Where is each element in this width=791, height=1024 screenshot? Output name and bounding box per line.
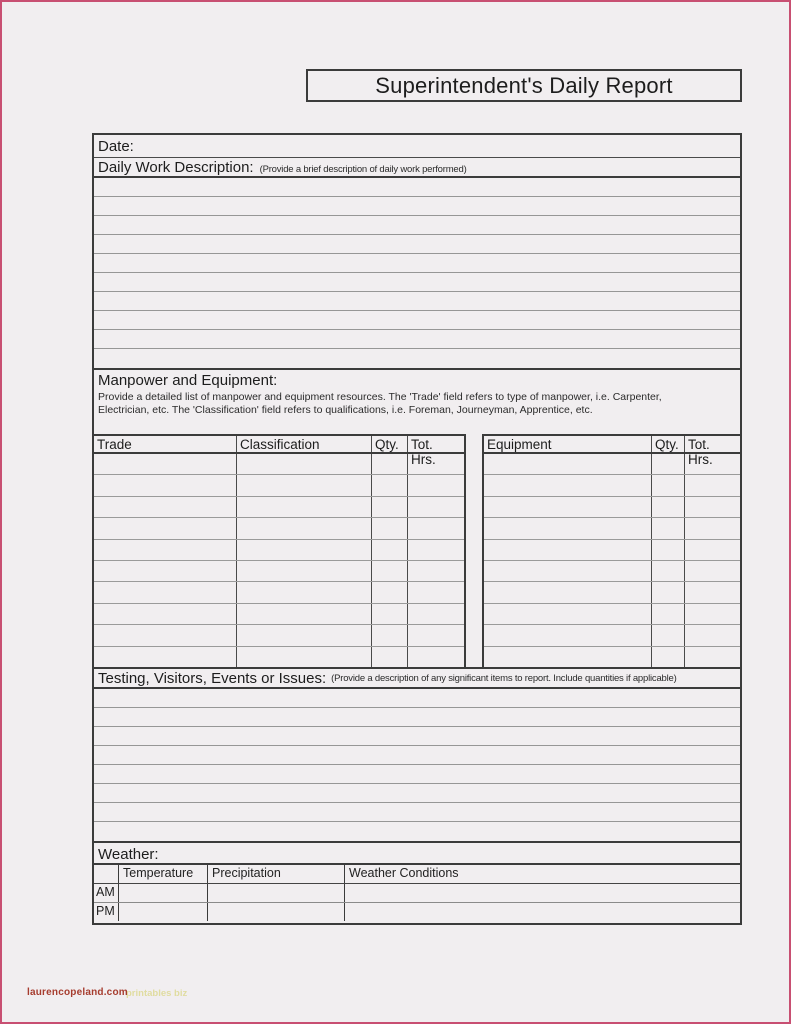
trade-table-row	[94, 518, 464, 539]
equipment-cell[interactable]	[484, 454, 652, 474]
trade-cell[interactable]	[94, 582, 237, 602]
qty-cell[interactable]	[652, 647, 685, 667]
classification-cell[interactable]	[237, 647, 372, 667]
equipment-cell[interactable]	[484, 582, 652, 602]
weather-am-row	[94, 884, 740, 903]
testing-lines	[94, 689, 740, 841]
trade-table-row	[94, 475, 464, 496]
equipment-cell[interactable]	[484, 518, 652, 538]
tot-hrs-cell[interactable]	[685, 454, 740, 474]
trade-table-row	[94, 454, 464, 475]
date-field[interactable]	[94, 135, 740, 158]
writing-line[interactable]	[94, 803, 740, 822]
trade-column-header: Trade	[94, 436, 237, 452]
qty-cell[interactable]	[652, 582, 685, 602]
precipitation-column-header: Precipitation	[208, 865, 345, 883]
trade-cell[interactable]	[94, 518, 237, 538]
qty-cell[interactable]	[372, 561, 408, 581]
manpower-label: Manpower and Equipment:	[98, 372, 278, 389]
equipment-table-row	[484, 647, 740, 667]
trade-cell[interactable]	[94, 454, 237, 474]
trade-table-row	[94, 561, 464, 582]
am-conditions-cell[interactable]	[345, 884, 740, 902]
temperature-column-header: Temperature	[119, 865, 208, 883]
tot-hrs-cell[interactable]	[408, 518, 464, 538]
tot-hrs-cell[interactable]	[685, 561, 740, 581]
classification-cell[interactable]	[237, 540, 372, 560]
qty-cell[interactable]	[652, 497, 685, 517]
qty-cell[interactable]	[652, 625, 685, 645]
tot-hrs-cell[interactable]	[408, 561, 464, 581]
writing-line[interactable]	[94, 822, 740, 841]
equipment-table-row	[484, 475, 740, 496]
qty-cell[interactable]	[652, 475, 685, 495]
tot-hrs-cell[interactable]	[408, 604, 464, 624]
writing-line[interactable]	[94, 197, 740, 216]
date-label: Date:	[98, 138, 134, 155]
trade-cell[interactable]	[94, 647, 237, 667]
weather-corner-cell	[94, 865, 119, 883]
trade-table-row	[94, 604, 464, 625]
qty-cell[interactable]	[372, 540, 408, 560]
trade-table-row	[94, 497, 464, 518]
tot-hrs-column-header: Tot. Hrs.	[688, 437, 713, 467]
equipment-cell[interactable]	[484, 647, 652, 667]
tot-hrs-cell[interactable]	[685, 647, 740, 667]
testing-label: Testing, Visitors, Events or Issues:	[98, 669, 327, 687]
report-title-box	[306, 69, 742, 102]
weather-label: Weather:	[98, 846, 159, 863]
daily-work-description-header	[94, 158, 740, 178]
writing-line[interactable]	[94, 311, 740, 330]
tot-hrs-cell[interactable]	[685, 518, 740, 538]
classification-column-header: Classification	[237, 436, 372, 452]
writing-line[interactable]	[94, 330, 740, 349]
classification-cell[interactable]	[237, 582, 372, 602]
tot-hrs-cell[interactable]	[685, 497, 740, 517]
daily-report-form	[92, 133, 742, 925]
qty-cell[interactable]	[372, 497, 408, 517]
pm-precipitation-cell[interactable]	[208, 903, 345, 921]
weather-conditions-column-header: Weather Conditions	[349, 866, 459, 880]
equipment-table-row	[484, 604, 740, 625]
tot-hrs-cell[interactable]	[408, 647, 464, 667]
equipment-table-row	[484, 540, 740, 561]
am-row-label: AM	[94, 884, 119, 902]
equipment-cell[interactable]	[484, 497, 652, 517]
qty-cell[interactable]	[652, 540, 685, 560]
tot-hrs-cell[interactable]	[408, 540, 464, 560]
tot-hrs-column-header: Tot. Hrs.	[411, 437, 436, 467]
equipment-table-row	[484, 582, 740, 603]
writing-line[interactable]	[94, 765, 740, 784]
classification-cell[interactable]	[237, 454, 372, 474]
trade-cell[interactable]	[94, 561, 237, 581]
writing-line[interactable]	[94, 708, 740, 727]
writing-line[interactable]	[94, 784, 740, 803]
writing-line[interactable]	[94, 178, 740, 197]
page-title: Superintendent's Daily Report	[375, 72, 673, 98]
writing-line[interactable]	[94, 689, 740, 708]
weather-section-header	[94, 841, 740, 863]
tot-hrs-cell[interactable]	[408, 625, 464, 645]
equipment-cell[interactable]	[484, 625, 652, 645]
tot-hrs-cell[interactable]	[408, 475, 464, 495]
equipment-cell[interactable]	[484, 540, 652, 560]
watermark-link[interactable]: laurencopeland.com	[27, 987, 128, 998]
trade-cell[interactable]	[94, 540, 237, 560]
tot-hrs-cell[interactable]	[685, 540, 740, 560]
writing-line[interactable]	[94, 349, 740, 368]
trade-table-row	[94, 647, 464, 667]
qty-cell[interactable]	[372, 518, 408, 538]
classification-cell[interactable]	[237, 497, 372, 517]
equipment-cell[interactable]	[484, 604, 652, 624]
classification-cell[interactable]	[237, 518, 372, 538]
equipment-table-header	[484, 436, 740, 467]
qty-column-header: Qty.	[372, 436, 408, 452]
writing-line[interactable]	[94, 235, 740, 254]
qty-cell[interactable]	[372, 582, 408, 602]
trade-table-row	[94, 625, 464, 646]
qty-cell[interactable]	[652, 561, 685, 581]
testing-hint: (Provide a description of any significant items to report. Include quantities if applicable)	[331, 672, 677, 684]
classification-cell[interactable]	[237, 625, 372, 645]
writing-line[interactable]	[94, 727, 740, 746]
trade-table-row	[94, 582, 464, 603]
writing-line[interactable]	[94, 216, 740, 235]
trade-table	[94, 434, 466, 667]
writing-line[interactable]	[94, 254, 740, 273]
qty-cell[interactable]	[652, 454, 685, 474]
equipment-table-row	[484, 497, 740, 518]
am-precipitation-cell[interactable]	[208, 884, 345, 902]
manpower-section-header	[94, 368, 740, 434]
tot-hrs-cell[interactable]	[685, 604, 740, 624]
trade-table-body	[94, 454, 464, 667]
writing-line[interactable]	[94, 746, 740, 765]
watermark-faint: printables biz	[126, 988, 188, 999]
trade-table-header	[94, 436, 464, 467]
qty-cell[interactable]	[652, 518, 685, 538]
qty-cell[interactable]	[372, 625, 408, 645]
testing-section-header	[94, 667, 740, 689]
tot-hrs-cell[interactable]	[685, 625, 740, 645]
equipment-table-body	[484, 454, 740, 667]
trade-cell[interactable]	[94, 497, 237, 517]
pm-conditions-cell[interactable]	[345, 903, 740, 921]
equipment-table-row	[484, 518, 740, 539]
daily-work-lines	[94, 178, 740, 368]
writing-line[interactable]	[94, 292, 740, 311]
qty-cell[interactable]	[372, 454, 408, 474]
tot-hrs-cell[interactable]	[408, 497, 464, 517]
equipment-table	[482, 434, 740, 667]
trade-cell[interactable]	[94, 604, 237, 624]
classification-cell[interactable]	[237, 475, 372, 495]
tot-hrs-cell[interactable]	[408, 454, 464, 474]
equipment-column-header: Equipment	[484, 436, 652, 452]
trade-table-row	[94, 540, 464, 561]
equipment-cell[interactable]	[484, 561, 652, 581]
writing-line[interactable]	[94, 273, 740, 292]
manpower-equipment-tables	[94, 434, 740, 667]
weather-table-header	[94, 865, 740, 884]
pm-row-label: PM	[94, 903, 119, 921]
daily-work-description-hint: (Provide a brief description of daily work performed)	[259, 164, 467, 175]
qty-cell[interactable]	[372, 647, 408, 667]
equipment-table-row	[484, 625, 740, 646]
tot-hrs-cell[interactable]	[685, 582, 740, 602]
classification-cell[interactable]	[237, 561, 372, 581]
qty-cell[interactable]	[372, 604, 408, 624]
qty-cell[interactable]	[372, 475, 408, 495]
trade-cell[interactable]	[94, 475, 237, 495]
classification-cell[interactable]	[237, 604, 372, 624]
daily-work-description-label: Daily Work Description:	[98, 159, 254, 176]
trade-cell[interactable]	[94, 625, 237, 645]
equipment-table-row	[484, 454, 740, 475]
tot-hrs-cell[interactable]	[408, 582, 464, 602]
qty-column-header: Qty.	[652, 436, 685, 452]
weather-table	[94, 863, 740, 921]
qty-cell[interactable]	[652, 604, 685, 624]
weather-pm-row	[94, 903, 740, 921]
tot-hrs-cell[interactable]	[685, 475, 740, 495]
equipment-cell[interactable]	[484, 475, 652, 495]
am-temperature-cell[interactable]	[119, 884, 208, 902]
equipment-table-row	[484, 561, 740, 582]
manpower-description: Provide a detailed list of manpower and equipment resources. The 'Trade' field refers to type of manpower, i.e. Carpenter, Electrician, etc. The 'Classification' field refers to qualifications, i.e. Foreman, Journeyman, Apprentice, etc.	[98, 391, 662, 416]
pm-temperature-cell[interactable]	[119, 903, 208, 921]
